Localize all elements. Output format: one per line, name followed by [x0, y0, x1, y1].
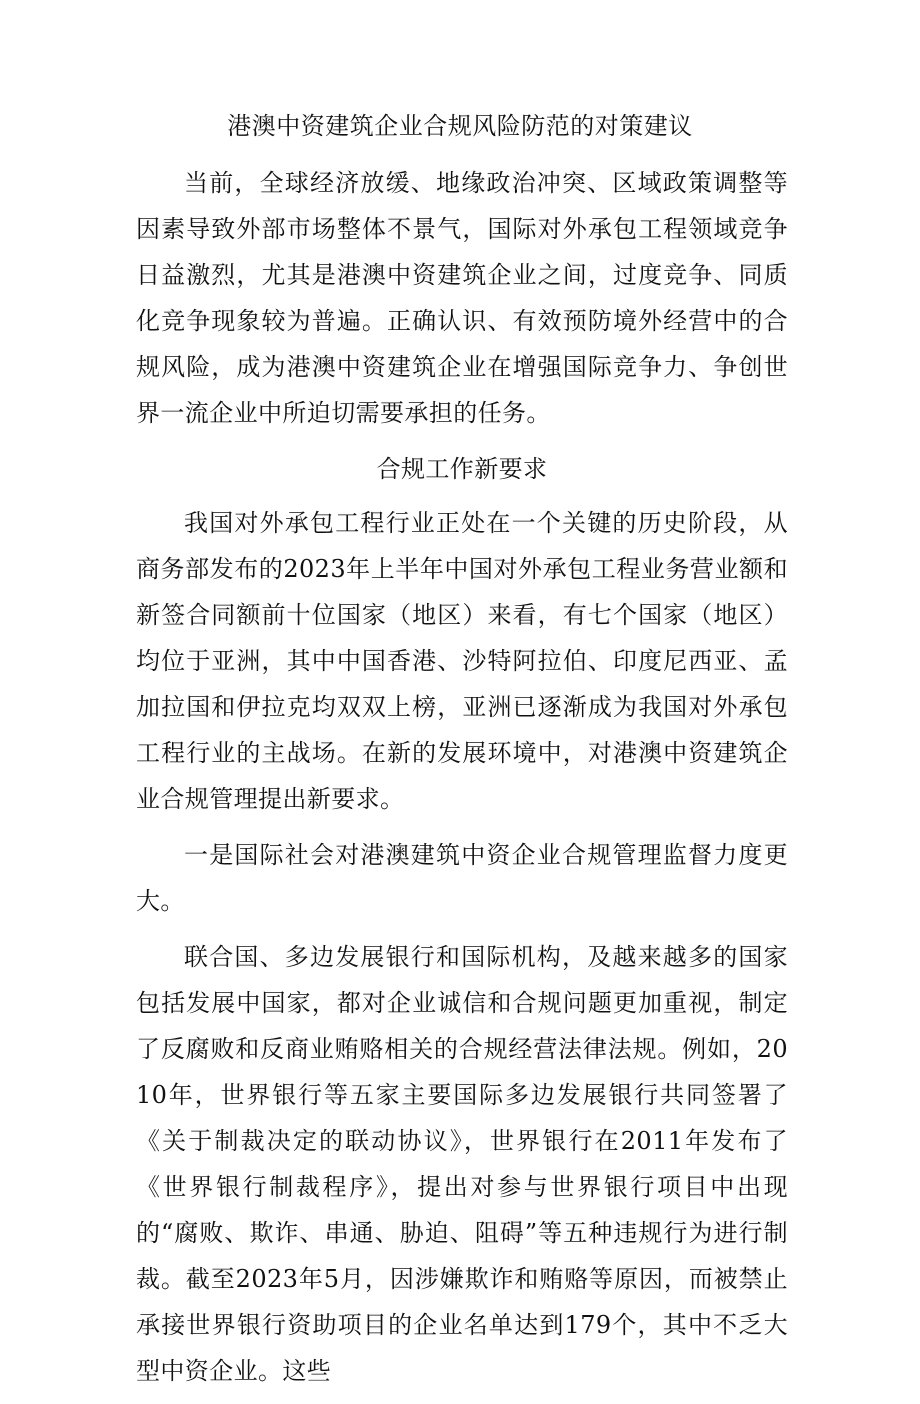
document-title: 港澳中资建筑企业合规风险防范的对策建议	[227, 112, 693, 140]
point-paragraph: 联合国、多边发展银行和国际机构，及越来越多的国家包括发展中国家，都对企业诚信和合规问题更加重视，制定了反腐败和反商业贿赂相关的合规经营法律法规。例如，2010年，世界银行等五家主要国际多边发展银行共同签署了《关于制裁决定的联动协议》，世界银行在2011年发布了《世界银行制裁程序》，提出对参与世界银行项目中出现的“腐败、欺诈、串通、胁迫、阻碍”等五种违规行为进行制裁。截至2023年5月，因涉嫌欺诈和贿赂等原因，而被禁止承接世界银行资助项目的企业名单达到179个，其中不乏大型中资企业。这些	[136, 943, 788, 1385]
section-paragraph: 我国对外承包工程行业正处在一个关键的历史阶段，从商务部发布的2023年上半年中国对外承包工程业务营业额和新签合同额前十位国家（地区）来看，有七个国家（地区）均位于亚洲，其中中国香港、沙特阿拉伯、印度尼西亚、孟加拉国和伊拉克均双双上榜，亚洲已逐渐成为我国对外承包工程行业的主战场。在新的发展环境中，对港澳中资建筑企业合规管理提出新要求。	[136, 509, 788, 813]
document-body	[136, 160, 788, 1404]
intro-paragraph: 当前，全球经济放缓、地缘政治冲突、区域政策调整等因素导致外部市场整体不景气，国际对外承包工程领域竞争日益激烈，尤其是港澳中资建筑企业之间，过度竞争、同质化竞争现象较为普遍。正确认识、有效预防境外经营中的合规风险，成为港澳中资建筑企业在增强国际竞争力、争创世界一流企业中所迫切需要承担的任务。	[136, 169, 788, 427]
point-heading: 一是国际社会对港澳建筑中资企业合规管理监督力度更大。	[136, 841, 788, 915]
section-heading: 合规工作新要求	[376, 455, 548, 483]
